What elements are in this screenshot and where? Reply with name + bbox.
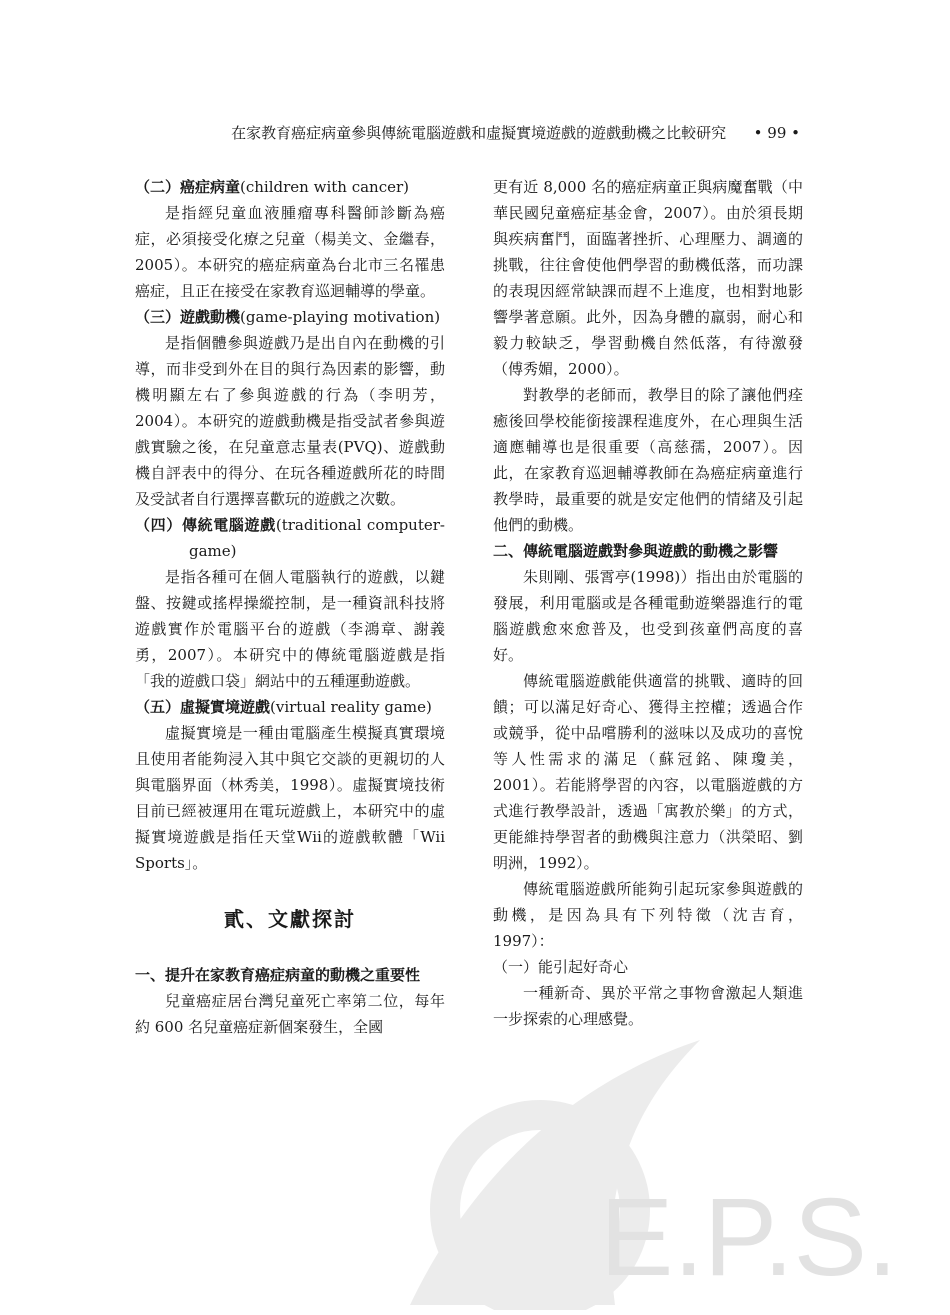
definition-heading-2 <box>135 174 445 200</box>
definition-english-4: (traditional computer-game) <box>189 516 445 560</box>
definition-label-5: （五）虛擬實境遊戲 <box>135 698 271 716</box>
paragraph-challenge: 傳統電腦遊戲能供適當的挑戰、適時的回饋；可以滿足好奇心、獲得主控權；透過合作或競爭，從中品嚐勝利的滋味以及成功的喜悅等人性需求的滿足（蘇冠銘、陳瓊美，2001）。若能將學習的內容，以電腦遊戲的方式進行教學設計，透過「寓教於樂」的方式，更能維持學習者的動機與注意力（洪榮昭、劉明洲，1992）。 <box>493 672 803 872</box>
list-item-body-1: 一種新奇、異於平常之事物會激起人類進一步探索的心理感覺。 <box>493 984 803 1028</box>
definition-body-3: 是指個體參與遊戲乃是出自內在動機的引導，而非受到外在目的與行為因素的影響，動機明顯左右了參與遊戲的行為（李明芳，2004）。本研究的遊戲動機是指受試者參與遊戲實驗之後，在兒童意志量表(PVQ)、遊戲動機自評表中的得分、在玩各種遊戲所花的時間及受試者自行選擇喜歡玩的遊戲之次數。 <box>135 334 445 508</box>
definition-heading-4 <box>135 512 445 564</box>
paragraph-computer-games: 朱則剛、張霄亭(1998)）指出由於電腦的發展，利用電腦或是各種電動遊樂器進行的電腦遊戲愈來愈普及，也受到孩童們高度的喜好。 <box>493 568 803 664</box>
definition-heading-3 <box>135 304 445 330</box>
definition-english-3: (game-playing motivation) <box>240 308 441 326</box>
subsection-heading-2: 二、傳統電腦遊戲對參與遊戲的動機之影響 <box>493 542 779 560</box>
watermark-text: E.P.S. <box>600 1176 898 1299</box>
definition-heading-5 <box>135 694 445 720</box>
left-column <box>135 174 445 1040</box>
paragraph-continued: 更有近 8,000 名的癌症病童正與病魔奮戰（中華民國兒童癌症基金會，2007）。由於須長期與疾病奮鬥，面臨著挫折、心理壓力、調適的挑戰，往往會使他們學習的動機低落，而功課的表現因經常缺課而趕不上進度，也相對地影響學著意願。此外，因為身體的羸弱，耐心和毅力較缺乏，學習動機自然低落，有待激發（傅秀媚，2000）。 <box>493 178 803 378</box>
subsection-paragraph-1: 兒童癌症居台灣兒童死亡率第二位，每年約 600 名兒童癌症新個案發生，全國 <box>135 992 445 1036</box>
definition-label-4: （四）傳統電腦遊戲 <box>135 516 276 534</box>
header-title: 在家教育癌症病童參與傳統電腦遊戲和虛擬實境遊戲的遊戲動機之比較研究 <box>231 124 727 142</box>
definition-label-3: （三）遊戲動機 <box>135 308 241 326</box>
definition-body-4: 是指各種可在個人電腦執行的遊戲，以鍵盤、按鍵或搖桿操縱控制，是一種資訊科技將遊戲實作於電腦平台的遊戲（李鴻章、謝義勇，2007）。本研究中的傳統電腦遊戲是指「我的遊戲口袋」網站中的五種運動遊戲。 <box>135 568 445 690</box>
subsection-heading-1: 一、提升在家教育癌症病童的動機之重要性 <box>135 966 421 984</box>
paragraph-teachers: 對教學的老師而，教學目的除了讓他們痊癒後回學校能銜接課程進度外，在心理與生活適應輔導也是很重要（高慈孺，2007）。因此，在家教育巡迴輔導教師在為癌症病童進行教學時，最重要的就是安定他們的情緒及引起他們的動機。 <box>493 386 803 534</box>
definition-label-2: （二）癌症病童 <box>135 178 241 196</box>
definition-english-5: (virtual reality game) <box>270 698 432 716</box>
right-column <box>493 174 803 1032</box>
list-item-label-1: （一）能引起好奇心 <box>493 958 629 976</box>
page-number: • 99 • <box>753 124 800 142</box>
definition-body-5: 虛擬實境是一種由電腦產生模擬真實環境且使用者能夠浸入其中與它交談的更親切的人與電腦界面（林秀美，1998）。虛擬實境技術目前已經被運用在電玩遊戲上，本研究中的虛擬實境遊戲是指任天堂Wii的遊戲軟體「Wii Sports」。 <box>135 724 445 872</box>
eps-watermark-logo <box>400 1020 940 1310</box>
definition-english-2: (children with cancer) <box>240 178 409 196</box>
paragraph-features: 傳統電腦遊戲所能夠引起玩家參與遊戲的動機，是因為具有下列特徵（沈吉育，1997）： <box>493 880 803 950</box>
definition-body-2: 是指經兒童血液腫瘤專科醫師診斷為癌症，必須接受化療之兒童（楊美文、金繼春，2005）。本研究的癌症病童為台北市三名罹患癌症，且正在接受在家教育巡迴輔導的學童。 <box>135 204 445 300</box>
section-title: 貳、文獻探討 <box>224 907 356 931</box>
running-header <box>150 122 800 144</box>
